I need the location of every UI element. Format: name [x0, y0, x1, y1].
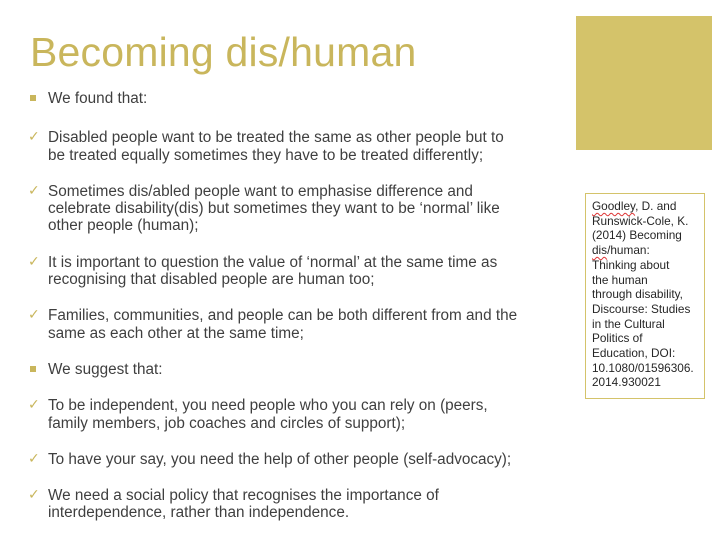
list-item: [28, 487, 558, 522]
list-item: [28, 451, 558, 468]
reference-line: through disability,: [592, 287, 683, 302]
bullet-text-line: recognising that disabled people are human too;: [48, 271, 375, 289]
reference-line: Education, DOI:: [592, 346, 676, 361]
list-item: [28, 129, 558, 164]
bullet-text-line: Disabled people want to be treated the same as other people but to: [48, 129, 504, 147]
list-item: [28, 254, 558, 289]
reference-citation-box: [585, 193, 705, 399]
bullet-text-line: We suggest that:: [48, 360, 163, 378]
bullet-text-line: same as each other at the same time;: [48, 324, 304, 342]
bullet-text-line: To have your say, you need the help of other people (self-advocacy);: [48, 450, 512, 468]
reference-line: 2014.930021: [592, 375, 661, 390]
bullet-text-line: other people (human);: [48, 217, 199, 235]
reference-line: Goodley, D. and: [592, 199, 677, 213]
checkmark-icon: ✓: [28, 253, 40, 270]
reference-line: dis/human:: [592, 243, 650, 258]
bullet-text-line: Sometimes dis/abled people want to emphasise difference and: [48, 182, 473, 200]
list-item: [28, 397, 558, 432]
checkmark-icon: ✓: [28, 397, 40, 414]
bullet-text-line: Families, communities, and people can be both different from and the: [48, 307, 518, 325]
bullet-text-line: be treated equally sometimes they have to be treated differently;: [48, 146, 484, 164]
bullet-text-line: interdependence, rather than independence.: [48, 504, 350, 522]
reference-line: (2014) Becoming: [592, 228, 682, 243]
bullet-text-line: We found that:: [48, 90, 148, 107]
bullet-text-line: We need a social policy that recognises the importance of: [48, 487, 439, 505]
reference-line: 10.1080/01596306.: [592, 360, 694, 375]
bullet-list: [28, 90, 558, 522]
reference-line: Thinking about: [592, 257, 670, 272]
bullet-text-line: To be independent, you need people who you can rely on (peers,: [48, 397, 488, 415]
bullet-text-line: family members, job coaches and circles of support);: [48, 414, 406, 432]
checkmark-icon: ✓: [28, 182, 40, 199]
checkmark-icon: ✓: [28, 450, 40, 467]
checkmark-icon: ✓: [28, 487, 40, 504]
checkmark-icon: ✓: [28, 307, 40, 324]
bullet-text-line: It is important to question the value of ‘normal’ at the same time as: [48, 253, 498, 271]
section-heading-bullet: [28, 90, 558, 107]
reference-line: the human: [592, 272, 648, 287]
decorative-gold-box: [576, 16, 712, 150]
reference-line: Politics of: [592, 331, 643, 346]
reference-line: Discourse: Studies: [592, 301, 691, 316]
spellcheck-underline: dis: [592, 243, 608, 258]
list-item: [28, 183, 558, 235]
list-item: [28, 307, 558, 342]
reference-line: in the Cultural: [592, 316, 665, 331]
checkmark-icon: ✓: [28, 129, 40, 146]
bullet-text-line: celebrate disability(dis) but sometimes they want to be ‘normal’ like: [48, 200, 500, 218]
reference-line: Runswick-Cole, K.: [592, 213, 689, 228]
spellcheck-underline: Goodley: [592, 199, 636, 213]
section-heading-bullet: [28, 361, 558, 378]
slide-title: Becoming dis/human: [30, 29, 417, 75]
